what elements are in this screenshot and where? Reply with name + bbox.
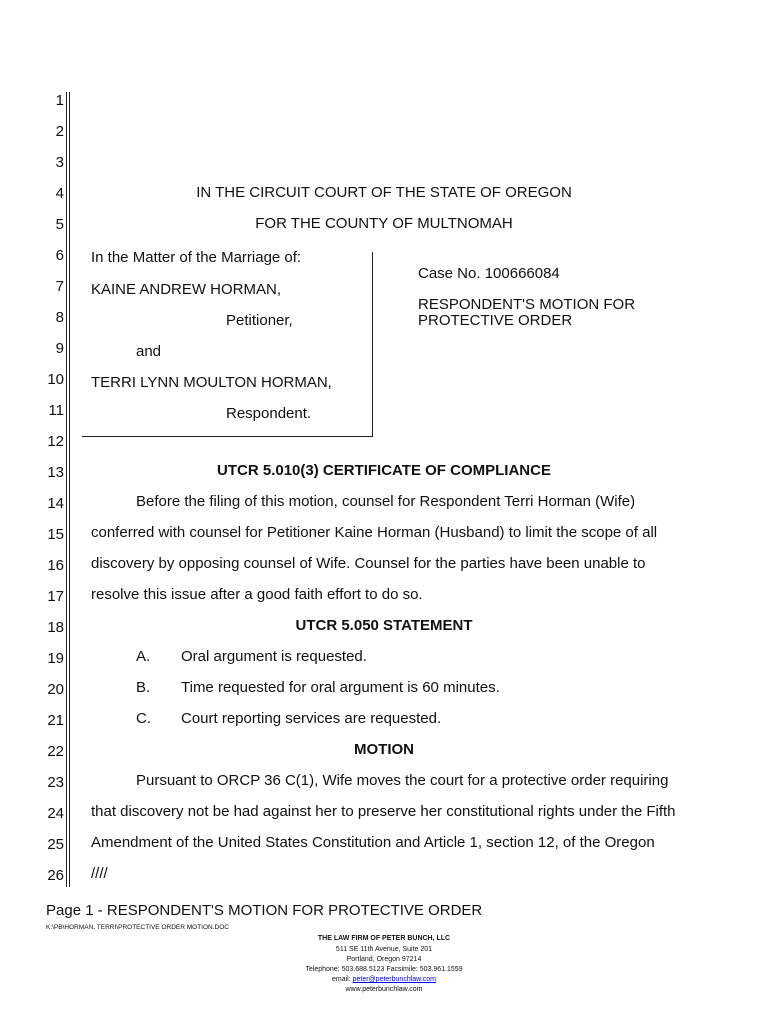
firm-phone: Telephone: 503.688.5123 Facsimile: 503.961.1559: [305, 966, 463, 973]
motion-heading: MOTION: [354, 741, 414, 758]
document-title-line2: PROTECTIVE ORDER: [418, 312, 573, 329]
firm-email-line: [0, 976, 768, 983]
line-number: 6: [55, 247, 64, 264]
line-number: 13: [47, 464, 64, 481]
line-number: 22: [47, 743, 64, 760]
firm-name: THE LAW FIRM OF PETER BUNCH, LLC: [317, 935, 451, 942]
court-county: FOR THE COUNTY OF MULTNOMAH: [255, 215, 513, 232]
line-number: 3: [55, 154, 64, 171]
respondent-role: Respondent.: [226, 405, 312, 422]
line-number: 20: [47, 681, 64, 698]
body-line: resolve this issue after a good faith effort to do so.: [91, 586, 423, 603]
body-line: ////: [91, 865, 108, 882]
page-label: Page 1 - RESPONDENT'S MOTION FOR PROTECTIVE ORDER: [46, 902, 483, 919]
margin-rule-right: [69, 92, 70, 887]
margin-rule-left: [66, 92, 67, 887]
line-number: 24: [47, 805, 64, 822]
court-title: IN THE CIRCUIT COURT OF THE STATE OF OREGON: [196, 184, 572, 201]
line-number: 1: [55, 92, 64, 109]
line-number: 10: [47, 371, 64, 388]
petitioner-role: Petitioner,: [226, 312, 293, 329]
line-number: 7: [55, 278, 64, 295]
body-line: conferred with counsel for Petitioner Kaine Horman (Husband) to limit the scope of all: [91, 524, 658, 541]
firm-website: www.peterbunchlaw.com: [345, 986, 423, 993]
document-title-line1: RESPONDENT'S MOTION FOR: [418, 296, 636, 313]
body-line: Pursuant to ORCP 36 C(1), Wife moves the court for a protective order requiring: [136, 772, 669, 789]
respondent-name: TERRI LYNN MOULTON HORMAN,: [91, 374, 332, 391]
line-number: 5: [55, 216, 64, 233]
body-line: discovery by opposing counsel of Wife. Counsel for the parties have been unable to: [91, 555, 646, 572]
body-line: that discovery not be had against her to preserve her constitutional rights under the Fifth: [91, 803, 676, 820]
case-number: Case No. 100666084: [418, 265, 560, 282]
matter-label: In the Matter of the Marriage of:: [91, 249, 302, 266]
line-number: 18: [47, 619, 64, 636]
body-line: Before the filing of this motion, counsel for Respondent Terri Horman (Wife): [136, 493, 636, 510]
item-letter: B.: [136, 679, 151, 696]
caption-underline: [82, 436, 373, 437]
line-number: 8: [55, 309, 64, 326]
line-number: 4: [55, 185, 64, 202]
body-line: Amendment of the United States Constitution and Article 1, section 12, of the Oregon: [91, 834, 655, 851]
line-number: 26: [47, 867, 64, 884]
line-number: 23: [47, 774, 64, 791]
line-number: 9: [55, 340, 64, 357]
line-number: 11: [48, 402, 64, 419]
line-number: 17: [47, 588, 64, 605]
item-text: Court reporting services are requested.: [181, 710, 442, 727]
line-number: 25: [47, 836, 64, 853]
certificate-heading: UTCR 5.010(3) CERTIFICATE OF COMPLIANCE: [217, 462, 551, 479]
petitioner-name: KAINE ANDREW HORMAN,: [91, 281, 282, 298]
item-text: Time requested for oral argument is 60 minutes.: [181, 679, 500, 696]
and-label: and: [136, 343, 162, 360]
email-label: email:: [332, 976, 353, 983]
line-number: 19: [47, 650, 64, 667]
line-number: 14: [47, 495, 64, 512]
item-letter: C.: [136, 710, 151, 727]
firm-address-line1: 511 SE 11th Avenue, Suite 201: [335, 946, 433, 953]
item-letter: A.: [136, 648, 151, 665]
line-number: 12: [47, 433, 64, 450]
item-text: Oral argument is requested.: [181, 648, 367, 665]
file-path: K:\PB\HORMAN, TERRI\PROTECTIVE ORDER MOTION.DOC: [46, 924, 229, 931]
email-link[interactable]: peter@peterbunchlaw.com: [352, 976, 436, 983]
statement-heading: UTCR 5.050 STATEMENT: [295, 617, 473, 634]
firm-address-line2: Portland, Oregon 97214: [346, 956, 422, 963]
line-number: 16: [47, 557, 64, 574]
line-number: 15: [47, 526, 64, 543]
caption-divider: [372, 252, 373, 436]
line-number: 21: [47, 712, 64, 729]
line-number: 2: [55, 123, 64, 140]
